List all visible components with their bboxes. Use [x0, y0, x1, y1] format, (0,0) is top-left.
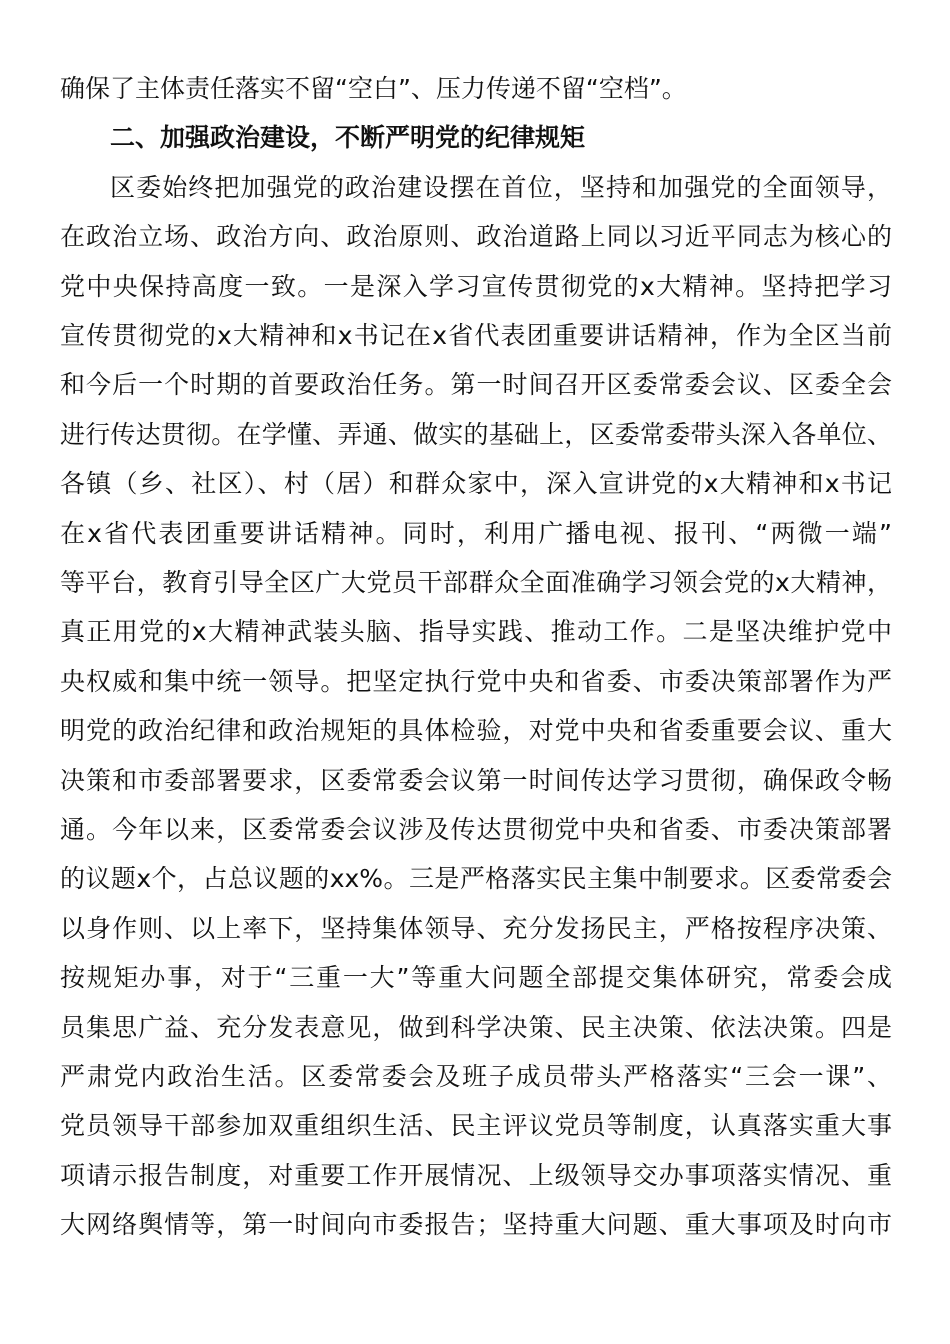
text-line: 在政治立场、政治方向、政治原则、政治道路上同以习近平同志为核心的	[60, 222, 892, 251]
text-line: 宣传贯彻党的x大精神和x书记在x省代表团重要讲话精神，作为全区当前	[60, 321, 892, 350]
text-line: 各镇（乡、社区）、村（居）和群众家中，深入宣讲党的x大精神和x书记	[60, 469, 892, 498]
text-line: 员集思广益、充分发表意见，做到科学决策、民主决策、依法决策。四是	[60, 1013, 892, 1042]
text-line: 明党的政治纪律和政治规矩的具体检验，对党中央和省委重要会议、重大	[60, 716, 892, 745]
text-line: 大网络舆情等，第一时间向市委报告；坚持重大问题、重大事项及时向市	[60, 1210, 892, 1239]
text-line: 项请示报告制度，对重要工作开展情况、上级领导交办事项落实情况、重	[60, 1161, 892, 1190]
text-line: 等平台，教育引导全区广大党员干部群众全面准确学习领会党的x大精神，	[60, 568, 892, 597]
text-line: 进行传达贯彻。在学懂、弄通、做实的基础上，区委常委带头深入各单位、	[60, 420, 892, 449]
section-heading: 二、加强政治建设，不断严明党的纪律规矩	[110, 123, 586, 152]
text-line: 央权威和集中统一领导。把坚定执行党中央和省委、市委决策部署作为严	[60, 667, 892, 696]
text-line: 按规矩办事，对于“三重一大”等重大问题全部提交集体研究，常委会成	[60, 963, 892, 992]
text-line: 确保了主体责任落实不留“空白”、压力传递不留“空档”。	[60, 74, 687, 103]
text-line: 真正用党的x大精神武装头脑、指导实践、推动工作。二是坚决维护党中	[60, 617, 892, 646]
text-line: 在x省代表团重要讲话精神。同时，利用广播电视、报刊、“两微一端”	[60, 519, 892, 548]
text-line: 以身作则、以上率下，坚持集体领导、充分发扬民主，严格按程序决策、	[60, 914, 892, 943]
text-line: 的议题x个，占总议题的xx%。三是严格落实民主集中制要求。区委常委会	[60, 864, 892, 893]
text-line: 决策和市委部署要求，区委常委会议第一时间传达学习贯彻，确保政令畅	[60, 766, 892, 795]
text-line: 党员领导干部参加双重组织生活、民主评议党员等制度，认真落实重大事	[60, 1111, 892, 1140]
text-line: 严肃党内政治生活。区委常委会及班子成员带头严格落实“三会一课”、	[60, 1062, 892, 1091]
text-line: 党中央保持高度一致。一是深入学习宣传贯彻党的x大精神。坚持把学习	[60, 272, 892, 301]
text-line: 通。今年以来，区委常委会议涉及传达贯彻党中央和省委、市委决策部署	[60, 815, 892, 844]
text-line: 区委始终把加强党的政治建设摆在首位，坚持和加强党的全面领导，	[110, 173, 892, 202]
text-line: 和今后一个时期的首要政治任务。第一时间召开区委常委会议、区委全会	[60, 370, 892, 399]
